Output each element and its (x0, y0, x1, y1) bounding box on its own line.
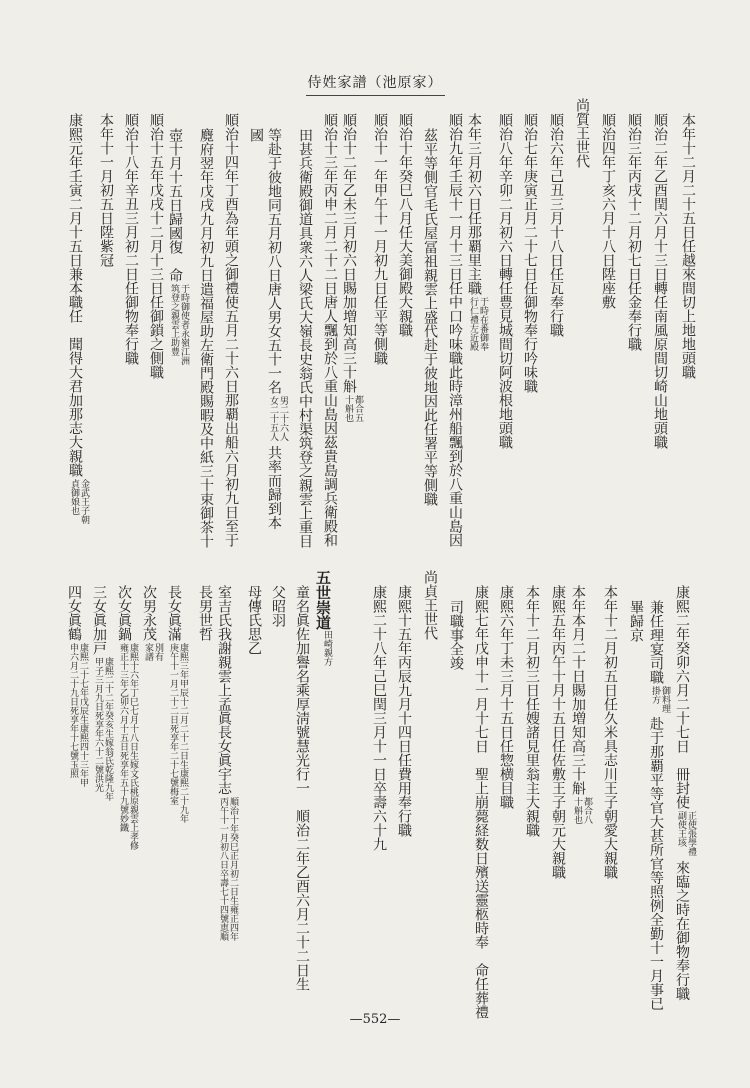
record-text: 康熙二年癸卯六月二十七日 冊封使 (674, 585, 690, 809)
record-text: 順治九年壬辰十一月十三日任中口吟味職此時漳州船飄到於八重山島因 (447, 113, 463, 547)
record-text: 長女眞滿 (166, 585, 182, 641)
record-text: 順治六年己丑三月十八日任瓦奉行職 (548, 113, 564, 337)
record-text: 壺十月十五日歸國復 命 (167, 128, 183, 282)
record-line (198, 128, 214, 548)
record-text: 本年十二月初三日任嫂諸見里翁主大親職 (524, 585, 540, 837)
record-text: 順治十八年辛丑三月初二日任御物奉行職 (123, 113, 139, 365)
record-text: 順治二年乙酉閏六月十三日轉任南風原間切崎山地頭職 (652, 113, 668, 449)
record-line (397, 113, 413, 337)
annotation-note: 金武王子朝貞御娘也 (69, 479, 89, 524)
record-line (548, 113, 564, 337)
record-text: 順治十四年丁酉為年頭之御禮使五月二十六日那覇出船六月初九日至于 (223, 113, 239, 547)
record-line (396, 585, 412, 837)
record-line (216, 585, 238, 951)
page-header-title: 侍姓家譜（池原家） (306, 72, 445, 96)
page-header (0, 72, 750, 96)
record-text: 司職事全竣 (448, 600, 464, 670)
record-line (522, 113, 538, 393)
record-line (648, 600, 670, 1011)
record-text: 母傳氏思乙 (246, 585, 262, 655)
annotation-note: 御料理掛方 (650, 686, 670, 713)
record-line (372, 113, 388, 365)
page-number: —552— (349, 1012, 401, 1027)
record-text: 尚貞王世代 (422, 570, 438, 640)
annotation-note: 康熙二十七年戊辰生康熙四十三年甲申六月二十九日死享年十七號玉照 (68, 643, 88, 787)
record-line (297, 128, 313, 548)
record-line (498, 585, 514, 809)
record-text: 本年本月二十日賜加増知高三十斛 (570, 585, 586, 795)
record-text: 康熙二十八年己巳閏三月十一日卒壽六十九 (371, 585, 387, 851)
record-line (524, 585, 540, 837)
record-text: 本年十一月初五日陞紫冠 (98, 113, 114, 267)
record-text: 順治十一年甲午十一月初九日任平等側職 (372, 113, 388, 365)
reign-heading (422, 570, 438, 640)
record-text: 康熙五年丙午十月十五日任佐敷王子朝元大親職 (550, 585, 566, 879)
record-text: 順治七年庚寅正月二十七日任御物奉行吟味職 (522, 113, 538, 393)
record-text: 室吉氏我謝親雲上孟眞長女眞宇志 (216, 585, 232, 795)
record-line (141, 585, 163, 664)
record-line (66, 585, 88, 797)
record-text: 畢歸京 (628, 600, 644, 642)
record-line (166, 585, 188, 826)
generation-title-note: 田崎親方 (322, 630, 332, 666)
record-text: 康熙元年壬寅二月十五日兼本職任 聞得大君加那志大親職 (67, 113, 83, 477)
record-line (148, 113, 164, 379)
record-text: 順治十二年乙未三月初六日賜加増知高三十斛 (341, 113, 357, 393)
record-line (628, 600, 644, 642)
record-line (447, 113, 463, 547)
record-text: 順治八年辛卯二月初六日轉任豊見城間切阿波根地頭職 (497, 113, 513, 449)
record-line (248, 128, 264, 142)
record-text: 順治十年癸巳八月任大美御殿大親職 (397, 113, 413, 337)
record-text: 順治四年丁亥六月十八日陞座敷 (600, 113, 616, 309)
annotation-note: 康熙十六年丁巳七月十八日生嫁文氏桃原親雲上孝修雍正十三年乙卯六月十五日死享年五十九號妙鐵 (118, 643, 138, 850)
record-line (167, 128, 189, 372)
record-text: 四女眞鶴 (66, 585, 82, 641)
record-line (98, 113, 114, 267)
annotation-note: 別有家譜 (143, 643, 163, 661)
record-line (448, 600, 464, 670)
annotation-note: 都合八十斛也 (572, 797, 592, 824)
record-line (550, 585, 566, 879)
record-line (341, 113, 363, 426)
record-text: 國 (248, 128, 264, 142)
record-line (322, 113, 338, 547)
record-text: 田甚兵衛殿御道具衆六人梁氏大嶺長史翁氏中村渠筑登之親雲上重目 (297, 128, 313, 548)
record-text: 次男永茂 (141, 585, 157, 641)
record-line (602, 585, 618, 879)
record-line (67, 113, 89, 529)
record-line (674, 585, 696, 1001)
record-text: 尚質王世代 (574, 98, 590, 168)
record-text: 童名眞佐加譽名乘厚淸號慧光行一 順治二年乙酉六月二十二日生 (294, 585, 310, 991)
annotation-note: 都合五十斛也 (343, 395, 363, 422)
record-line (626, 113, 642, 351)
record-line (466, 113, 488, 356)
annotation-note: 順治十年癸巳正月初二日生雍正四年丙午十一月初八日卒壽七十四號恵順 (218, 797, 238, 941)
record-text: 本年三月初六日任那覇里主職 (466, 113, 482, 295)
record-line (652, 113, 668, 449)
record-text: 本年十二月二十五日任越來間切上地地頭職 (680, 113, 696, 379)
record-text: 等赴于彼地同五月初八日唐人男女五十一名 (266, 128, 282, 394)
annotation-note: 于時在番御奉行仁禮左近殿 (468, 297, 488, 351)
record-text: 本年十二月初五日任久米具志川王子朝愛大親職 (602, 585, 618, 879)
record-line (197, 585, 213, 641)
record-text: 來臨之時在御物奉行職 (674, 860, 690, 1001)
annotation-note: 康熙三年甲辰十二月二十二日生康熙二十九年庚午十一月二十二日死享年二十七號梅室 (168, 643, 188, 823)
annotation-note: 康熙二十二年癸亥生嫁翁氏乾隆九年甲子三月九日死享年六十二號洪光 (93, 657, 113, 801)
record-line (497, 113, 513, 449)
record-text: 麑府翌年戊戌九月初九日遣福屋助左衛門殿賜暇及中紙三十束御茶十 (198, 128, 214, 548)
annotation-note: 男二十六人女二十五人 (268, 396, 288, 441)
record-line (473, 585, 489, 1019)
record-line (294, 585, 310, 991)
record-line (600, 113, 616, 309)
record-text: 赴于那覇平等官大甚所官等照例全勤十一月事已 (648, 716, 664, 1011)
record-text: 順治十五年戊戌十二月十三日任御鎖之側職 (148, 113, 164, 379)
record-text: 共率而歸到本 (266, 445, 282, 530)
record-text: 次女眞鍋 (116, 585, 132, 641)
record-line (680, 113, 696, 379)
annotation-note: 正使張學禮副使王垓 (676, 811, 696, 856)
generation-title: 五世崇道 (314, 570, 332, 630)
record-line (116, 585, 138, 854)
record-text: 康熙六年丁未三月十五日任惣横目職 (498, 585, 514, 809)
record-line (223, 113, 239, 547)
record-text: 康熙七年戊申十一月十七日 聖上崩薨経数日殯送靈柩時奉 命任葬禮 (473, 585, 489, 1019)
record-line (270, 585, 286, 627)
record-line (91, 585, 113, 811)
record-text: 三女眞加戸 (91, 585, 107, 655)
record-line (123, 113, 139, 365)
reign-heading (574, 98, 590, 168)
annotation-note: 于時御使者永嶺江洲筑登之親雲上助豊 (169, 284, 189, 365)
record-text: 茲平等側官毛氏屋冨祖親雲上盛代赴于彼地因此任署平等側職 (422, 128, 438, 506)
record-line (371, 585, 387, 851)
record-line (422, 128, 438, 506)
record-text: 長男世哲 (197, 585, 213, 641)
record-line (570, 585, 592, 828)
record-line (266, 128, 288, 530)
record-line (246, 585, 262, 655)
record-text: 順治三年丙戌十二月初七日任金奉行職 (626, 113, 642, 351)
record-text: 兼任理宴司職 (648, 600, 664, 684)
record-text: 父昭羽 (270, 585, 286, 627)
generation-heading (315, 570, 335, 666)
record-text: 順治十三年丙申二月二十二日唐人飄到於八重山島因茲貴島調兵衛殿和 (322, 113, 338, 547)
record-text: 康熙十五年丙辰九月十四日任費用奉行職 (396, 585, 412, 837)
